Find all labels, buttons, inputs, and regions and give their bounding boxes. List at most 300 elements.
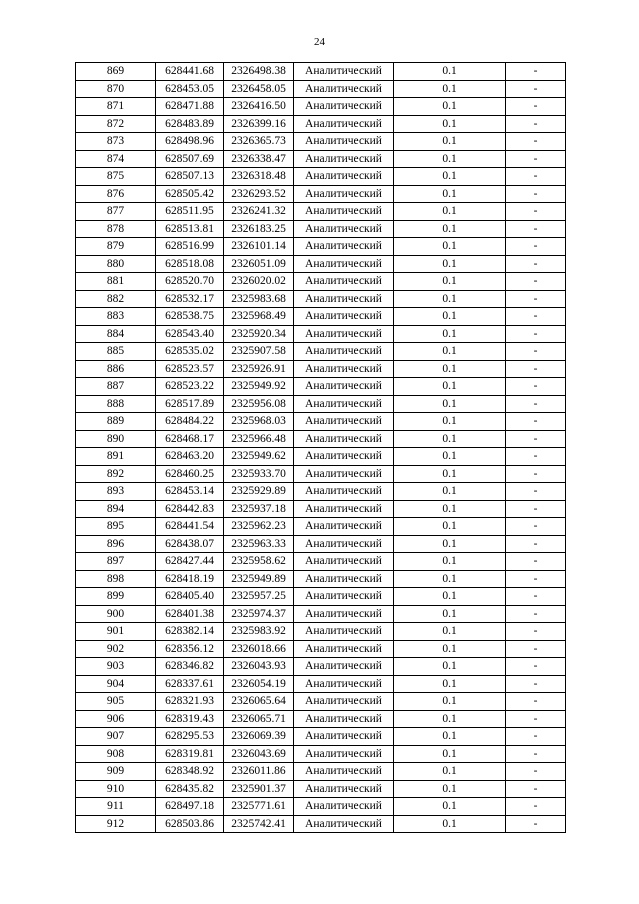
x-coordinate-cell: 628441.68 [156,63,224,81]
table-row [76,168,566,186]
description-cell: - [506,815,566,833]
method-cell: Аналитический [294,255,394,273]
accuracy-cell: 0.1 [394,763,506,781]
y-coordinate-cell: 2325937.18 [224,500,294,518]
point-number-cell: 894 [76,500,156,518]
point-number-cell: 897 [76,553,156,571]
x-coordinate-cell: 628523.57 [156,360,224,378]
method-cell: Аналитический [294,80,394,98]
y-coordinate-cell: 2326416.50 [224,98,294,116]
description-cell: - [506,448,566,466]
description-cell: - [506,535,566,553]
y-coordinate-cell: 2325958.62 [224,553,294,571]
accuracy-cell: 0.1 [394,115,506,133]
y-coordinate-cell: 2325742.41 [224,815,294,833]
table-row [76,553,566,571]
table-row [76,710,566,728]
point-number-cell: 885 [76,343,156,361]
coordinates-table-body [76,63,566,833]
accuracy-cell: 0.1 [394,220,506,238]
accuracy-cell: 0.1 [394,675,506,693]
point-number-cell: 875 [76,168,156,186]
table-row [76,80,566,98]
accuracy-cell: 0.1 [394,80,506,98]
x-coordinate-cell: 628453.05 [156,80,224,98]
accuracy-cell: 0.1 [394,465,506,483]
method-cell: Аналитический [294,745,394,763]
method-cell: Аналитический [294,325,394,343]
method-cell: Аналитический [294,535,394,553]
point-number-cell: 905 [76,693,156,711]
description-cell: - [506,343,566,361]
x-coordinate-cell: 628346.82 [156,658,224,676]
table-row [76,535,566,553]
y-coordinate-cell: 2325949.89 [224,570,294,588]
y-coordinate-cell: 2326018.66 [224,640,294,658]
x-coordinate-cell: 628438.07 [156,535,224,553]
method-cell: Аналитический [294,290,394,308]
table-row [76,448,566,466]
method-cell: Аналитический [294,185,394,203]
point-number-cell: 911 [76,798,156,816]
y-coordinate-cell: 2325949.92 [224,378,294,396]
method-cell: Аналитический [294,710,394,728]
description-cell: - [506,238,566,256]
method-cell: Аналитический [294,588,394,606]
y-coordinate-cell: 2325983.92 [224,623,294,641]
method-cell: Аналитический [294,763,394,781]
point-number-cell: 889 [76,413,156,431]
table-row [76,220,566,238]
accuracy-cell: 0.1 [394,325,506,343]
accuracy-cell: 0.1 [394,570,506,588]
accuracy-cell: 0.1 [394,605,506,623]
table-row [76,150,566,168]
y-coordinate-cell: 2325963.33 [224,535,294,553]
y-coordinate-cell: 2326011.86 [224,763,294,781]
method-cell: Аналитический [294,63,394,81]
x-coordinate-cell: 628538.75 [156,308,224,326]
point-number-cell: 869 [76,63,156,81]
method-cell: Аналитический [294,238,394,256]
table-row [76,780,566,798]
table-row [76,500,566,518]
accuracy-cell: 0.1 [394,290,506,308]
point-number-cell: 900 [76,605,156,623]
point-number-cell: 891 [76,448,156,466]
method-cell: Аналитический [294,360,394,378]
y-coordinate-cell: 2326065.71 [224,710,294,728]
description-cell: - [506,483,566,501]
y-coordinate-cell: 2326054.19 [224,675,294,693]
table-row [76,378,566,396]
point-number-cell: 872 [76,115,156,133]
x-coordinate-cell: 628337.61 [156,675,224,693]
point-number-cell: 901 [76,623,156,641]
point-number-cell: 876 [76,185,156,203]
point-number-cell: 893 [76,483,156,501]
table-row [76,430,566,448]
table-row [76,693,566,711]
x-coordinate-cell: 628463.20 [156,448,224,466]
y-coordinate-cell: 2326043.69 [224,745,294,763]
y-coordinate-cell: 2325933.70 [224,465,294,483]
y-coordinate-cell: 2325968.03 [224,413,294,431]
description-cell: - [506,780,566,798]
point-number-cell: 909 [76,763,156,781]
point-number-cell: 871 [76,98,156,116]
y-coordinate-cell: 2325901.37 [224,780,294,798]
method-cell: Аналитический [294,798,394,816]
table-row [76,360,566,378]
method-cell: Аналитический [294,168,394,186]
description-cell: - [506,763,566,781]
method-cell: Аналитический [294,553,394,571]
point-number-cell: 902 [76,640,156,658]
method-cell: Аналитический [294,728,394,746]
description-cell: - [506,290,566,308]
table-row [76,238,566,256]
accuracy-cell: 0.1 [394,815,506,833]
y-coordinate-cell: 2325929.89 [224,483,294,501]
table-row [76,728,566,746]
accuracy-cell: 0.1 [394,360,506,378]
description-cell: - [506,255,566,273]
table-row [76,518,566,536]
description-cell: - [506,273,566,291]
y-coordinate-cell: 2326293.52 [224,185,294,203]
table-row [76,98,566,116]
y-coordinate-cell: 2326183.25 [224,220,294,238]
y-coordinate-cell: 2326365.73 [224,133,294,151]
x-coordinate-cell: 628511.95 [156,203,224,221]
method-cell: Аналитический [294,413,394,431]
accuracy-cell: 0.1 [394,728,506,746]
point-number-cell: 898 [76,570,156,588]
table-row [76,623,566,641]
x-coordinate-cell: 628507.13 [156,168,224,186]
point-number-cell: 886 [76,360,156,378]
point-number-cell: 899 [76,588,156,606]
table-row [76,675,566,693]
description-cell: - [506,798,566,816]
description-cell: - [506,605,566,623]
method-cell: Аналитический [294,570,394,588]
point-number-cell: 882 [76,290,156,308]
accuracy-cell: 0.1 [394,500,506,518]
table-row [76,255,566,273]
point-number-cell: 896 [76,535,156,553]
description-cell: - [506,395,566,413]
point-number-cell: 910 [76,780,156,798]
table-row [76,798,566,816]
description-cell: - [506,203,566,221]
description-cell: - [506,63,566,81]
point-number-cell: 888 [76,395,156,413]
y-coordinate-cell: 2325968.49 [224,308,294,326]
x-coordinate-cell: 628532.17 [156,290,224,308]
accuracy-cell: 0.1 [394,378,506,396]
accuracy-cell: 0.1 [394,98,506,116]
y-coordinate-cell: 2325957.25 [224,588,294,606]
table-row [76,588,566,606]
table-row [76,133,566,151]
table-row [76,115,566,133]
accuracy-cell: 0.1 [394,693,506,711]
method-cell: Аналитический [294,465,394,483]
x-coordinate-cell: 628505.42 [156,185,224,203]
y-coordinate-cell: 2326498.38 [224,63,294,81]
point-number-cell: 883 [76,308,156,326]
x-coordinate-cell: 628517.89 [156,395,224,413]
point-number-cell: 887 [76,378,156,396]
y-coordinate-cell: 2326318.48 [224,168,294,186]
x-coordinate-cell: 628441.54 [156,518,224,536]
x-coordinate-cell: 628348.92 [156,763,224,781]
y-coordinate-cell: 2326065.64 [224,693,294,711]
table-row [76,395,566,413]
description-cell: - [506,500,566,518]
table-row [76,763,566,781]
y-coordinate-cell: 2325949.62 [224,448,294,466]
description-cell: - [506,115,566,133]
accuracy-cell: 0.1 [394,273,506,291]
method-cell: Аналитический [294,220,394,238]
accuracy-cell: 0.1 [394,483,506,501]
description-cell: - [506,553,566,571]
y-coordinate-cell: 2325956.08 [224,395,294,413]
y-coordinate-cell: 2325771.61 [224,798,294,816]
description-cell: - [506,430,566,448]
method-cell: Аналитический [294,623,394,641]
method-cell: Аналитический [294,395,394,413]
x-coordinate-cell: 628356.12 [156,640,224,658]
x-coordinate-cell: 628401.38 [156,605,224,623]
y-coordinate-cell: 2325974.37 [224,605,294,623]
accuracy-cell: 0.1 [394,588,506,606]
point-number-cell: 890 [76,430,156,448]
description-cell: - [506,570,566,588]
method-cell: Аналитический [294,308,394,326]
table-row [76,605,566,623]
description-cell: - [506,675,566,693]
method-cell: Аналитический [294,693,394,711]
point-number-cell: 907 [76,728,156,746]
point-number-cell: 880 [76,255,156,273]
point-number-cell: 879 [76,238,156,256]
description-cell: - [506,728,566,746]
description-cell: - [506,518,566,536]
accuracy-cell: 0.1 [394,395,506,413]
x-coordinate-cell: 628513.81 [156,220,224,238]
accuracy-cell: 0.1 [394,308,506,326]
x-coordinate-cell: 628520.70 [156,273,224,291]
x-coordinate-cell: 628321.93 [156,693,224,711]
x-coordinate-cell: 628427.44 [156,553,224,571]
table-row [76,658,566,676]
method-cell: Аналитический [294,98,394,116]
x-coordinate-cell: 628518.08 [156,255,224,273]
accuracy-cell: 0.1 [394,535,506,553]
y-coordinate-cell: 2326069.39 [224,728,294,746]
x-coordinate-cell: 628503.86 [156,815,224,833]
x-coordinate-cell: 628405.40 [156,588,224,606]
x-coordinate-cell: 628442.83 [156,500,224,518]
accuracy-cell: 0.1 [394,448,506,466]
table-row [76,815,566,833]
x-coordinate-cell: 628497.18 [156,798,224,816]
accuracy-cell: 0.1 [394,798,506,816]
description-cell: - [506,745,566,763]
point-number-cell: 870 [76,80,156,98]
method-cell: Аналитический [294,675,394,693]
description-cell: - [506,693,566,711]
x-coordinate-cell: 628483.89 [156,115,224,133]
table-row [76,63,566,81]
method-cell: Аналитический [294,815,394,833]
description-cell: - [506,465,566,483]
description-cell: - [506,308,566,326]
description-cell: - [506,80,566,98]
x-coordinate-cell: 628382.14 [156,623,224,641]
point-number-cell: 884 [76,325,156,343]
method-cell: Аналитический [294,448,394,466]
accuracy-cell: 0.1 [394,710,506,728]
description-cell: - [506,658,566,676]
method-cell: Аналитический [294,605,394,623]
y-coordinate-cell: 2325962.23 [224,518,294,536]
method-cell: Аналитический [294,430,394,448]
table-row [76,308,566,326]
description-cell: - [506,588,566,606]
table-row [76,640,566,658]
accuracy-cell: 0.1 [394,133,506,151]
accuracy-cell: 0.1 [394,623,506,641]
x-coordinate-cell: 628516.99 [156,238,224,256]
x-coordinate-cell: 628319.81 [156,745,224,763]
x-coordinate-cell: 628453.14 [156,483,224,501]
y-coordinate-cell: 2325983.68 [224,290,294,308]
table-row [76,413,566,431]
point-number-cell: 912 [76,815,156,833]
description-cell: - [506,360,566,378]
accuracy-cell: 0.1 [394,745,506,763]
description-cell: - [506,413,566,431]
x-coordinate-cell: 628543.40 [156,325,224,343]
table-row [76,343,566,361]
accuracy-cell: 0.1 [394,168,506,186]
description-cell: - [506,185,566,203]
x-coordinate-cell: 628535.02 [156,343,224,361]
accuracy-cell: 0.1 [394,518,506,536]
y-coordinate-cell: 2326338.47 [224,150,294,168]
x-coordinate-cell: 628435.82 [156,780,224,798]
description-cell: - [506,378,566,396]
y-coordinate-cell: 2325926.91 [224,360,294,378]
x-coordinate-cell: 628507.69 [156,150,224,168]
accuracy-cell: 0.1 [394,413,506,431]
description-cell: - [506,168,566,186]
accuracy-cell: 0.1 [394,203,506,221]
description-cell: - [506,710,566,728]
x-coordinate-cell: 628295.53 [156,728,224,746]
table-row [76,465,566,483]
y-coordinate-cell: 2325907.58 [224,343,294,361]
method-cell: Аналитический [294,640,394,658]
method-cell: Аналитический [294,150,394,168]
point-number-cell: 874 [76,150,156,168]
y-coordinate-cell: 2325920.34 [224,325,294,343]
point-number-cell: 903 [76,658,156,676]
point-number-cell: 873 [76,133,156,151]
y-coordinate-cell: 2326241.32 [224,203,294,221]
table-row [76,570,566,588]
accuracy-cell: 0.1 [394,658,506,676]
point-number-cell: 892 [76,465,156,483]
description-cell: - [506,325,566,343]
accuracy-cell: 0.1 [394,640,506,658]
x-coordinate-cell: 628471.88 [156,98,224,116]
point-number-cell: 877 [76,203,156,221]
x-coordinate-cell: 628498.96 [156,133,224,151]
accuracy-cell: 0.1 [394,553,506,571]
method-cell: Аналитический [294,203,394,221]
x-coordinate-cell: 628418.19 [156,570,224,588]
method-cell: Аналитический [294,500,394,518]
page-number: 24 [314,36,325,48]
description-cell: - [506,640,566,658]
point-number-cell: 908 [76,745,156,763]
accuracy-cell: 0.1 [394,255,506,273]
x-coordinate-cell: 628523.22 [156,378,224,396]
description-cell: - [506,220,566,238]
y-coordinate-cell: 2326458.05 [224,80,294,98]
method-cell: Аналитический [294,483,394,501]
x-coordinate-cell: 628468.17 [156,430,224,448]
y-coordinate-cell: 2326020.02 [224,273,294,291]
accuracy-cell: 0.1 [394,780,506,798]
x-coordinate-cell: 628484.22 [156,413,224,431]
y-coordinate-cell: 2326399.16 [224,115,294,133]
x-coordinate-cell: 628460.25 [156,465,224,483]
table-row [76,290,566,308]
description-cell: - [506,133,566,151]
description-cell: - [506,98,566,116]
accuracy-cell: 0.1 [394,150,506,168]
y-coordinate-cell: 2326101.14 [224,238,294,256]
table-row [76,483,566,501]
method-cell: Аналитический [294,378,394,396]
method-cell: Аналитический [294,780,394,798]
y-coordinate-cell: 2326051.09 [224,255,294,273]
point-number-cell: 906 [76,710,156,728]
accuracy-cell: 0.1 [394,430,506,448]
table-row [76,185,566,203]
point-number-cell: 895 [76,518,156,536]
method-cell: Аналитический [294,133,394,151]
method-cell: Аналитический [294,115,394,133]
accuracy-cell: 0.1 [394,185,506,203]
coordinates-table [75,62,566,833]
table-row [76,203,566,221]
method-cell: Аналитический [294,518,394,536]
method-cell: Аналитический [294,273,394,291]
point-number-cell: 904 [76,675,156,693]
accuracy-cell: 0.1 [394,238,506,256]
table-row [76,745,566,763]
description-cell: - [506,623,566,641]
x-coordinate-cell: 628319.43 [156,710,224,728]
